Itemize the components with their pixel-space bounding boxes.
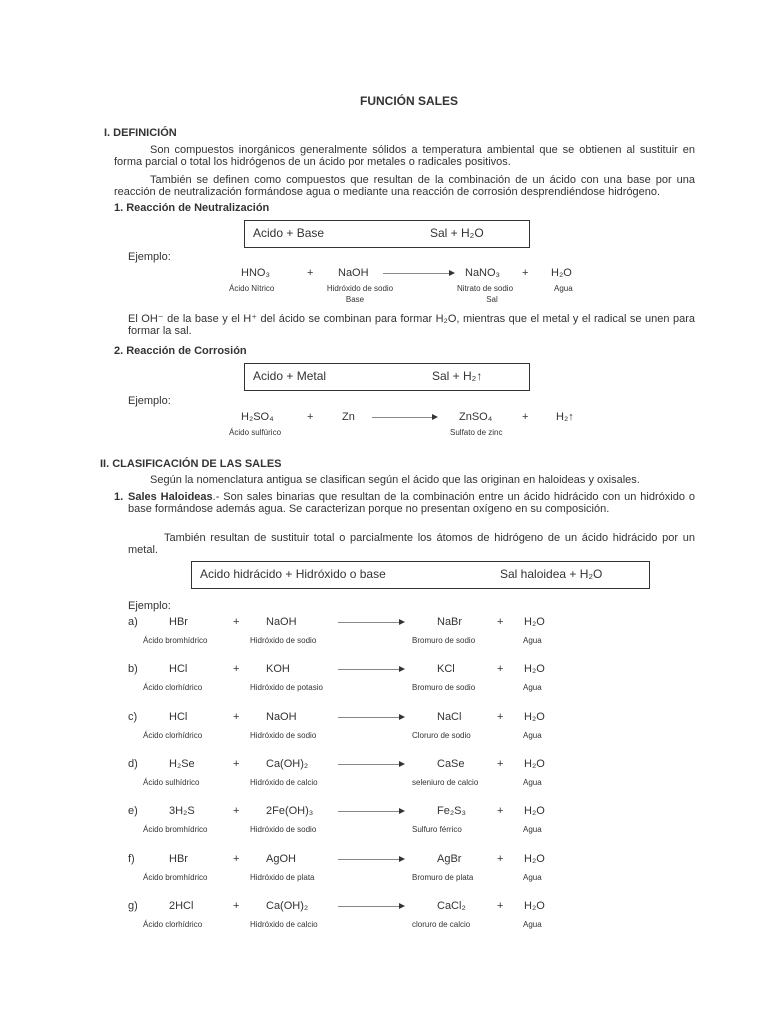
- product-water: H₂O: [524, 758, 545, 770]
- reactant-base: 2Fe(OH)₃: [266, 805, 314, 817]
- reaction-arrow: [338, 859, 399, 860]
- reactant-base: Ca(OH)₂: [266, 758, 309, 770]
- reactant-base: KOH: [266, 663, 290, 675]
- salt-name: Cloruro de sodio: [412, 731, 471, 740]
- example-letter: c): [128, 711, 138, 723]
- product-water: H₂O: [524, 663, 545, 675]
- base-name: Hidróxido de sodio: [250, 731, 317, 740]
- base-name: Hidróxido de calcio: [250, 920, 318, 929]
- plus-sign: +: [233, 805, 240, 817]
- product-salt: CaCl₂: [437, 900, 466, 912]
- product-water: H₂O: [524, 711, 545, 723]
- plus-sign: +: [497, 711, 504, 723]
- corrosion-formula-box: [244, 363, 530, 391]
- haloideas-number: 1.: [114, 491, 124, 503]
- base-name: Hidróxido de plata: [250, 873, 315, 882]
- product-water: H₂O: [524, 805, 545, 817]
- example-letter: a): [128, 616, 138, 628]
- plus-sign: +: [497, 853, 504, 865]
- reactant-base: NaOH: [266, 616, 297, 628]
- acid-name: Ácido bromhídrico: [143, 873, 208, 882]
- product-salt: NaCl: [437, 711, 462, 723]
- formula-box-right: Sal haloidea + H₂O: [500, 567, 603, 581]
- product-salt: Fe₂S₃: [437, 805, 466, 817]
- reaction-arrow: [372, 417, 432, 418]
- reactant-acid: 2HCl: [169, 900, 194, 912]
- reactant-acid: HBr: [169, 616, 188, 628]
- reactant-acid: HCl: [169, 711, 188, 723]
- compound-name: Ácido Nítrico: [229, 284, 275, 293]
- salt-name: Bromuro de plata: [412, 873, 474, 882]
- product-salt: AgBr: [437, 853, 462, 865]
- reactant-acid: H₂Se: [169, 758, 195, 770]
- definicion-paragraph-2: También se definen como compuestos que resultan de la combinación de un ácido con una base por una reacción de neutralización formándose agua o mediante una reacción de corrosión desprendiéndose hidrógeno.: [114, 174, 695, 198]
- compound-name: Sulfato de zinc: [450, 428, 503, 437]
- compound-name: Agua: [554, 284, 573, 293]
- product-water: H₂O: [524, 616, 545, 628]
- salt-name: Bromuro de sodio: [412, 636, 476, 645]
- example-label: Ejemplo:: [128, 600, 171, 612]
- haloideas-text: .- Son sales binarias que resultan de la combinación entre un ácido hidrácido con un hidróxido o base formándose además agua. Se caracterizan porque no presentan oxígeno en su composición.: [128, 491, 695, 515]
- reaction-arrow: [338, 764, 399, 765]
- base-name: Hidróxido de calcio: [250, 778, 318, 787]
- clasificacion-paragraph: Según la nomenclatura antigua se clasifican según el ácido que las originan en haloideas y oxisales.: [150, 474, 640, 486]
- formula: NaOH: [338, 267, 369, 279]
- water-name: Agua: [523, 873, 542, 882]
- product-water: H₂O: [524, 853, 545, 865]
- plus-sign: +: [497, 758, 504, 770]
- formula-box-left: Acido + Base: [253, 226, 325, 240]
- salt-name: cloruro de calcio: [412, 920, 471, 929]
- formula: H₂O: [551, 267, 572, 279]
- salt-name: Bromuro de sodio: [412, 683, 476, 692]
- example-letter: b): [128, 663, 138, 675]
- plus-sign: +: [497, 900, 504, 912]
- water-name: Agua: [523, 825, 542, 834]
- haloideas-title: Sales Haloideas: [128, 491, 213, 503]
- base-name: Hidróxido de sodio: [250, 825, 317, 834]
- reactant-acid: 3H₂S: [169, 805, 195, 817]
- reaction-arrow: [338, 622, 399, 623]
- plus-sign: +: [307, 267, 314, 279]
- neutralizacion-heading: 1. Reacción de Neutralización: [114, 202, 270, 214]
- water-name: Agua: [523, 778, 542, 787]
- product-salt: NaBr: [437, 616, 463, 628]
- product-water: H₂O: [524, 900, 545, 912]
- page-title: FUNCIÓN SALES: [360, 94, 459, 108]
- water-name: Agua: [523, 636, 542, 645]
- plus-sign: +: [233, 853, 240, 865]
- formula-box-left: Acido hidrácido + Hidróxido o base: [200, 567, 386, 581]
- haloideas-formula-box: [191, 561, 650, 589]
- example-letter: d): [128, 758, 138, 770]
- example-letter: f): [128, 853, 135, 865]
- formula-box-right: Sal + H₂O: [430, 226, 484, 240]
- plus-sign: +: [233, 663, 240, 675]
- formula: ZnSO₄: [459, 411, 493, 423]
- base-name: Hidróxido de sodio: [250, 636, 317, 645]
- formula-box-right: Sal + H₂↑: [432, 369, 483, 383]
- plus-sign: +: [307, 411, 314, 423]
- plus-sign: +: [233, 711, 240, 723]
- salt-name: seleniuro de calcio: [412, 778, 479, 787]
- reaction-arrow: [338, 669, 399, 670]
- plus-sign: +: [233, 616, 240, 628]
- plus-sign: +: [233, 758, 240, 770]
- neutralizacion-note: El OH⁻ de la base y el H⁺ del ácido se combinan para formar H₂O, mientras que el metal y el radical se unen para formar la sal.: [128, 313, 695, 337]
- plus-sign: +: [522, 411, 529, 423]
- compound-role: Sal: [486, 295, 498, 304]
- plus-sign: +: [497, 663, 504, 675]
- reactant-base: Ca(OH)₂: [266, 900, 309, 912]
- reactant-base: AgOH: [266, 853, 296, 865]
- formula-box-left: Acido + Metal: [253, 369, 327, 383]
- acid-name: Ácido sulhídrico: [143, 778, 200, 787]
- formula: NaNO₃: [465, 267, 501, 279]
- reactant-base: NaOH: [266, 711, 297, 723]
- compound-name: Hidróxido de sodio: [326, 284, 394, 293]
- base-name: Hidróxido de potasio: [250, 683, 323, 692]
- reaction-arrow: [338, 811, 399, 812]
- corrosion-heading: 2. Reacción de Corrosión: [114, 345, 247, 357]
- acid-name: Ácido bromhídrico: [143, 825, 208, 834]
- acid-name: Ácido clorhídrico: [143, 683, 203, 692]
- formula: HNO₃: [241, 267, 270, 279]
- reaction-arrow: [338, 717, 399, 718]
- product-salt: CaSe: [437, 758, 465, 770]
- water-name: Agua: [523, 920, 542, 929]
- example-label: Ejemplo:: [128, 395, 171, 407]
- compound-name: Nitrato de sodio: [457, 284, 514, 293]
- neutralizacion-formula-box: [244, 220, 530, 248]
- salt-name: Sulfuro férrico: [412, 825, 462, 834]
- formula: H₂SO₄: [241, 411, 274, 423]
- formula: H₂↑: [556, 411, 574, 423]
- acid-name: Ácido clorhídrico: [143, 731, 203, 740]
- acid-name: Ácido clorhídrico: [143, 920, 203, 929]
- plus-sign: +: [522, 267, 529, 279]
- reaction-arrow: [383, 273, 449, 274]
- water-name: Agua: [523, 731, 542, 740]
- plus-sign: +: [233, 900, 240, 912]
- haloideas-paragraph-2: También resultan de sustituir total o parcialmente los átomos de hidrógeno de un ácido hidrácido por un metal.: [128, 532, 695, 556]
- compound-name: Ácido sulfúrico: [229, 428, 282, 437]
- example-label: Ejemplo:: [128, 251, 171, 263]
- reactant-acid: HCl: [169, 663, 188, 675]
- formula: Zn: [342, 411, 355, 423]
- plus-sign: +: [497, 805, 504, 817]
- plus-sign: +: [497, 616, 504, 628]
- definicion-paragraph-1: Son compuestos inorgánicos generalmente sólidos a temperatura ambiental que se obtienen al sustituir en forma parcial o total los hidrógenos de un ácido por metales o radicales positivos.: [114, 144, 695, 168]
- example-letter: g): [128, 900, 138, 912]
- compound-role: Base: [345, 295, 365, 304]
- water-name: Agua: [523, 683, 542, 692]
- section-clasificacion-heading: II. CLASIFICACIÓN DE LAS SALES: [100, 458, 282, 470]
- section-definicion-heading: I. DEFINICIÓN: [104, 127, 177, 139]
- reaction-arrow: [338, 906, 399, 907]
- haloideas-paragraph: [114, 491, 695, 515]
- product-salt: KCl: [437, 663, 455, 675]
- example-letter: e): [128, 805, 138, 817]
- acid-name: Ácido bromhídrico: [143, 636, 208, 645]
- reactant-acid: HBr: [169, 853, 188, 865]
